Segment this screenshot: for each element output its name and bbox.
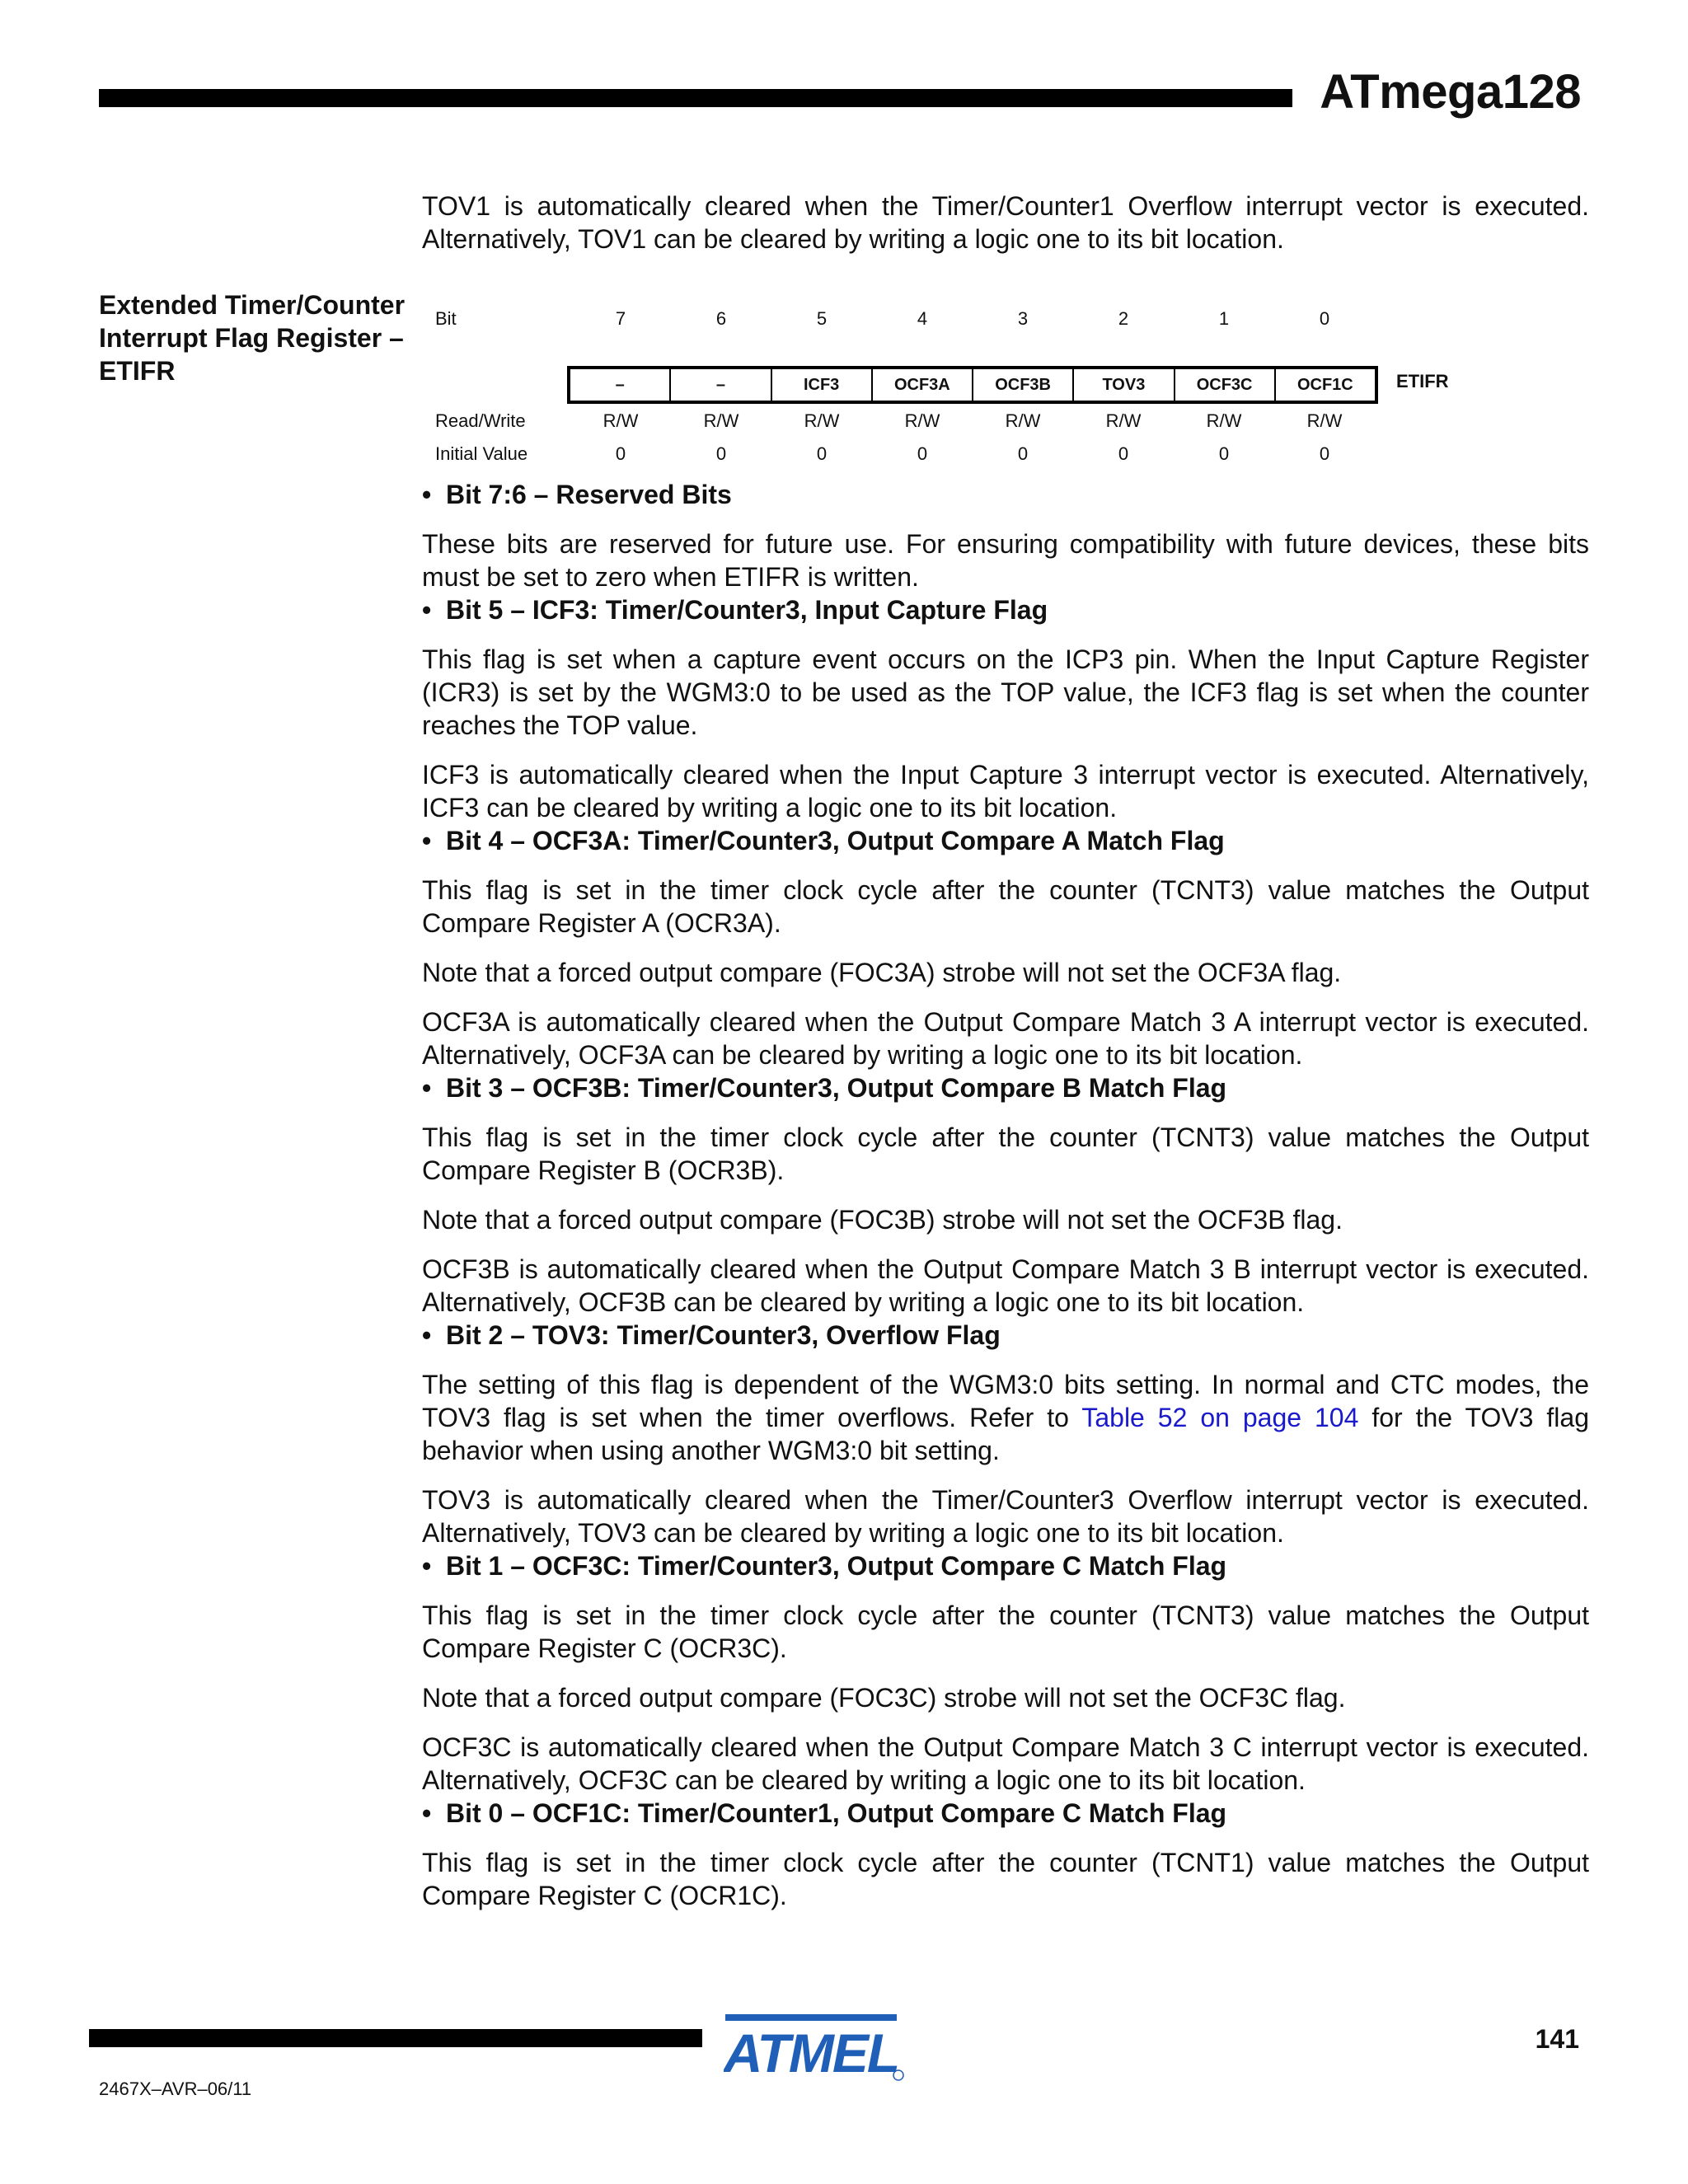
document-title: ATmega128 bbox=[1320, 65, 1581, 119]
bit-heading: • Bit 3 – OCF3B: Timer/Counter3, Output Compare B Match Flag bbox=[422, 1073, 1227, 1103]
document-code: 2467X–AVR–06/11 bbox=[99, 2079, 252, 2099]
paragraph: Note that a forced output compare (FOC3C) strobe will not set the OCF3C flag. bbox=[422, 1683, 1346, 1713]
initial-value: 0 bbox=[1118, 443, 1129, 464]
main-content bbox=[422, 190, 1589, 1912]
rw-value: R/W bbox=[904, 410, 940, 431]
register-bit-name: OCF1C bbox=[1296, 376, 1353, 394]
register-bit-name: OCF3B bbox=[973, 369, 1074, 401]
rw-value: R/W bbox=[1105, 410, 1142, 431]
initial-value: 0 bbox=[1017, 443, 1029, 464]
bit-heading: • Bit 2 – TOV3: Timer/Counter3, Overflow Flag bbox=[422, 1320, 1001, 1350]
paragraph: The setting of this flag is dependent of the WGM3:0 bits setting. In normal and CTC modes, the TOV3 flag is set when the timer overflows. Refer to Table 52 on page 104 for the TOV3 flag behavior when using another WGM3:0 bit setting. bbox=[422, 1370, 1590, 1465]
bit-heading: • Bit 4 – OCF3A: Timer/Counter3, Output Compare A Match Flag bbox=[422, 826, 1225, 855]
rw-value: R/W bbox=[1005, 410, 1041, 431]
register-diagram bbox=[422, 288, 1589, 569]
footer-rule bbox=[89, 2029, 702, 2047]
initial-value: 0 bbox=[816, 443, 828, 464]
table-reference-link[interactable]: Table 52 on page 104 bbox=[1081, 1403, 1359, 1432]
paragraph: This flag is set in the timer clock cycle after the counter (TCNT1) value matches the Output Compare Register C (OCR1C). bbox=[422, 1848, 1589, 1910]
bit-number: 2 bbox=[1118, 308, 1129, 329]
paragraph: This flag is set when a capture event occurs on the ICP3 pin. When the Input Capture Register (ICR3) is set by the WGM3:0 to be used as the TOP value, the ICF3 flag is set when the counter reaches the TOP value. bbox=[422, 644, 1589, 740]
register-bit-box bbox=[567, 366, 1378, 404]
paragraph: OCF3C is automatically cleared when the Output Compare Match 3 C interrupt vector is executed. Alternatively, OCF3C can be cleared by writing a logic one to its bit location. bbox=[422, 1732, 1589, 1795]
paragraph: OCF3B is automatically cleared when the Output Compare Match 3 B interrupt vector is executed. Alternatively, OCF3B can be cleared by writing a logic one to its bit location. bbox=[422, 1254, 1589, 1317]
rw-value: R/W bbox=[1206, 410, 1242, 431]
rw-value: R/W bbox=[603, 410, 639, 431]
rw-value: R/W bbox=[804, 410, 840, 431]
register-bit-name: OCF3C bbox=[1175, 369, 1276, 401]
section-heading: Extended Timer/Counter Interrupt Flag Register – ETIFR bbox=[99, 290, 406, 386]
init-row-label: Initial Value bbox=[435, 443, 528, 464]
atmel-logo bbox=[724, 2001, 905, 2083]
register-bit-name: – bbox=[570, 369, 671, 401]
bit-number: 6 bbox=[715, 308, 727, 329]
initial-value: 0 bbox=[1218, 443, 1230, 464]
paragraph: This flag is set in the timer clock cycle after the counter (TCNT3) value matches the Output Compare Register A (OCR3A). bbox=[422, 875, 1589, 938]
bit-heading: • Bit 5 – ICF3: Timer/Counter3, Input Capture Flag bbox=[422, 595, 1048, 625]
bit-number: 7 bbox=[615, 308, 626, 329]
paragraph: These bits are reserved for future use. For ensuring compatibility with future devices, these bits must be set to zero when ETIFR is written. bbox=[422, 529, 1589, 592]
rw-row-label: Read/Write bbox=[435, 410, 526, 431]
bit-heading: • Bit 0 – OCF1C: Timer/Counter1, Output Compare C Match Flag bbox=[422, 1798, 1227, 1828]
bit-number: 0 bbox=[1319, 308, 1330, 329]
bit-number: 5 bbox=[816, 308, 828, 329]
register-bit-name: – bbox=[671, 369, 771, 401]
initial-value: 0 bbox=[1319, 443, 1330, 464]
paragraph: Note that a forced output compare (FOC3B) strobe will not set the OCF3B flag. bbox=[422, 1205, 1343, 1235]
bit-heading: • Bit 1 – OCF3C: Timer/Counter3, Output Compare C Match Flag bbox=[422, 1551, 1227, 1581]
register-name: ETIFR bbox=[1396, 371, 1449, 391]
logo-wordmark: ATMEL bbox=[724, 2022, 899, 2083]
paragraph: OCF3A is automatically cleared when the Output Compare Match 3 A interrupt vector is executed. Alternatively, OCF3A can be cleared by writing a logic one to its bit location. bbox=[422, 1007, 1589, 1070]
paragraph: TOV3 is automatically cleared when the Timer/Counter3 Overflow interrupt vector is executed. Alternatively, TOV3 can be cleared by writing a logic one to its bit location. bbox=[422, 1485, 1589, 1548]
page-number: 141 bbox=[1535, 2024, 1579, 2054]
bit-number: 4 bbox=[917, 308, 928, 329]
paragraph: ICF3 is automatically cleared when the Input Capture 3 interrupt vector is executed. Alternatively, ICF3 can be cleared by writing a logic one to its bit location. bbox=[422, 760, 1589, 823]
paragraph: This flag is set in the timer clock cycle after the counter (TCNT3) value matches the Output Compare Register B (OCR3B). bbox=[422, 1122, 1589, 1185]
bit-number: 3 bbox=[1017, 308, 1029, 329]
paragraph: Note that a forced output compare (FOC3A) strobe will not set the OCF3A flag. bbox=[422, 958, 1342, 987]
register-bit-name: TOV3 bbox=[1074, 369, 1175, 401]
bit-number: 1 bbox=[1218, 308, 1230, 329]
header-rule bbox=[99, 89, 1292, 107]
initial-value: 0 bbox=[917, 443, 928, 464]
register-bit-name: OCF3A bbox=[873, 369, 973, 401]
paragraph: This flag is set in the timer clock cycle after the counter (TCNT3) value matches the Output Compare Register C (OCR3C). bbox=[422, 1601, 1589, 1663]
rw-value: R/W bbox=[1306, 410, 1343, 431]
bit-row-label: Bit bbox=[435, 308, 457, 329]
rw-value: R/W bbox=[703, 410, 739, 431]
initial-value: 0 bbox=[715, 443, 727, 464]
initial-value: 0 bbox=[615, 443, 626, 464]
intro-paragraph: TOV1 is automatically cleared when the Timer/Counter1 Overflow interrupt vector is executed. Alternatively, TOV1 can be cleared by writing a logic one to its bit location. bbox=[422, 191, 1589, 254]
bit-heading: • Bit 7:6 – Reserved Bits bbox=[422, 480, 732, 509]
register-bit-name: ICF3 bbox=[772, 369, 873, 401]
